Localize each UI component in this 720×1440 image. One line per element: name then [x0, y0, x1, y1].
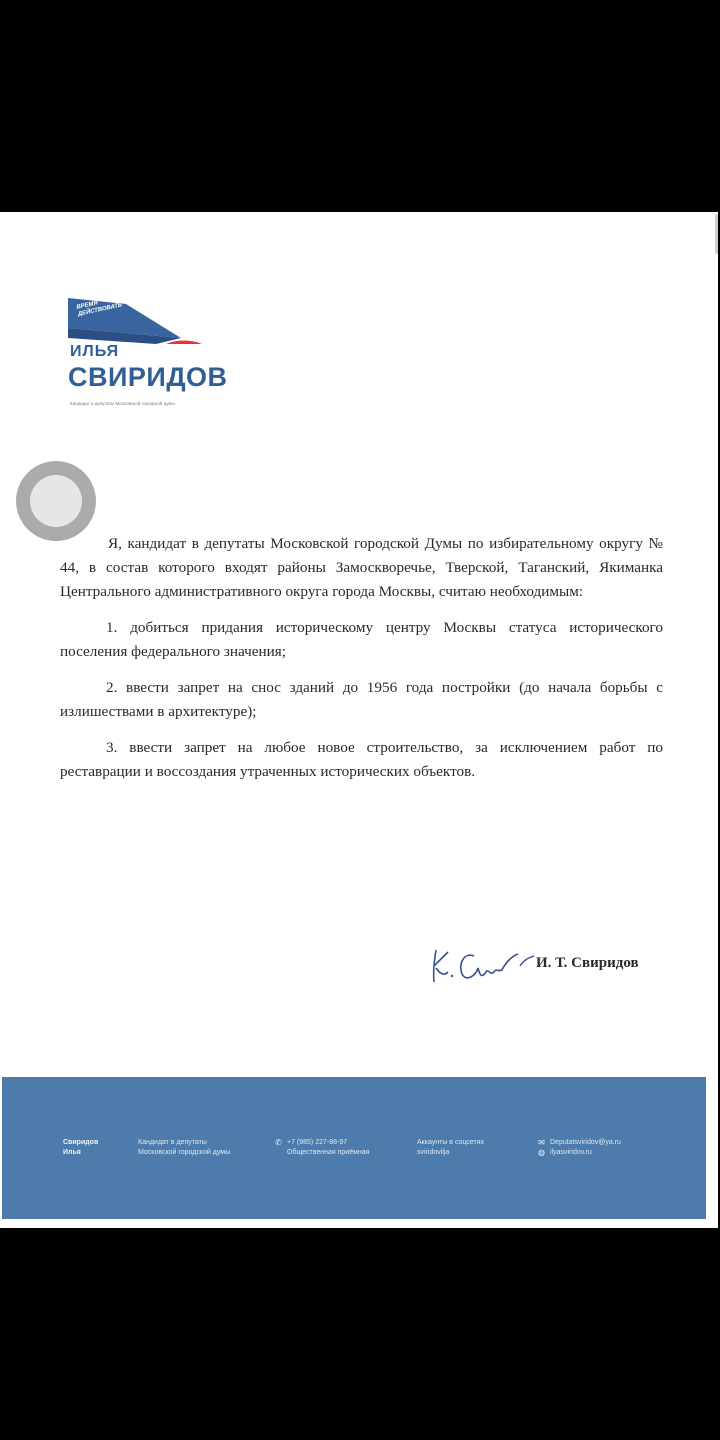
logo-last-name: СВИРИДОВ: [68, 362, 228, 392]
logo-first-name: ИЛЬЯ: [70, 343, 120, 360]
logo-slogan: ВРЕМЯ ДЕЙСТВОВАТЬ: [76, 300, 123, 318]
letter-body: [60, 532, 663, 796]
phone-icon: ✆: [275, 1138, 282, 1147]
letter-item-1: 1. добиться придания историческому центру Москвы статуса исторического поселения федерального значения;: [60, 619, 663, 660]
mail-icon: ✉: [538, 1138, 545, 1147]
footer-social: Аккаунты в соцсетях sviridovilja: [417, 1139, 485, 1156]
footer-brand: Свиридов Илья: [63, 1139, 99, 1156]
globe-icon: ◍: [538, 1148, 545, 1157]
campaign-logo: [66, 298, 228, 418]
logo-tagline: Кандидат в депутаты Московской городской думы: [70, 401, 175, 406]
floating-assistive-button[interactable]: [16, 461, 96, 541]
letter-item-2: 2. ввести запрет на снос зданий до 1956 года постройки (до начала борьбы с излишествами в архитектуре);: [60, 679, 663, 720]
assistive-touch-icon[interactable]: [30, 475, 82, 527]
handwritten-signature-icon: [428, 942, 538, 988]
signature-name: И. Т. Свиридов: [536, 955, 639, 971]
letter-item-3: 3. ввести запрет на любое новое строительство, за исключением работ по реставрации и воссоздания утраченных исторических объектов.: [60, 739, 663, 780]
letter-intro: Я, кандидат в депутаты Московской городской Думы по избирательному округу № 44, в состав которого входят районы Замоскворечье, Тверской, Таганский, Якиманка Центрального административного округа города Москвы, считаю необходимым:: [60, 535, 663, 600]
document-page: [0, 212, 718, 1228]
letterhead-footer: [2, 1077, 706, 1219]
scrollbar[interactable]: [715, 214, 718, 254]
footer-contacts: ✉ Deputatsviridov@ya.ru ◍ ilyasviridov.ru: [538, 1138, 621, 1157]
footer-phone: ✆ +7 (985) 227-88-97 Общественная приёмная: [275, 1138, 370, 1156]
footer-candidate: Кандидат в депутаты Московской городской думы: [138, 1139, 231, 1156]
